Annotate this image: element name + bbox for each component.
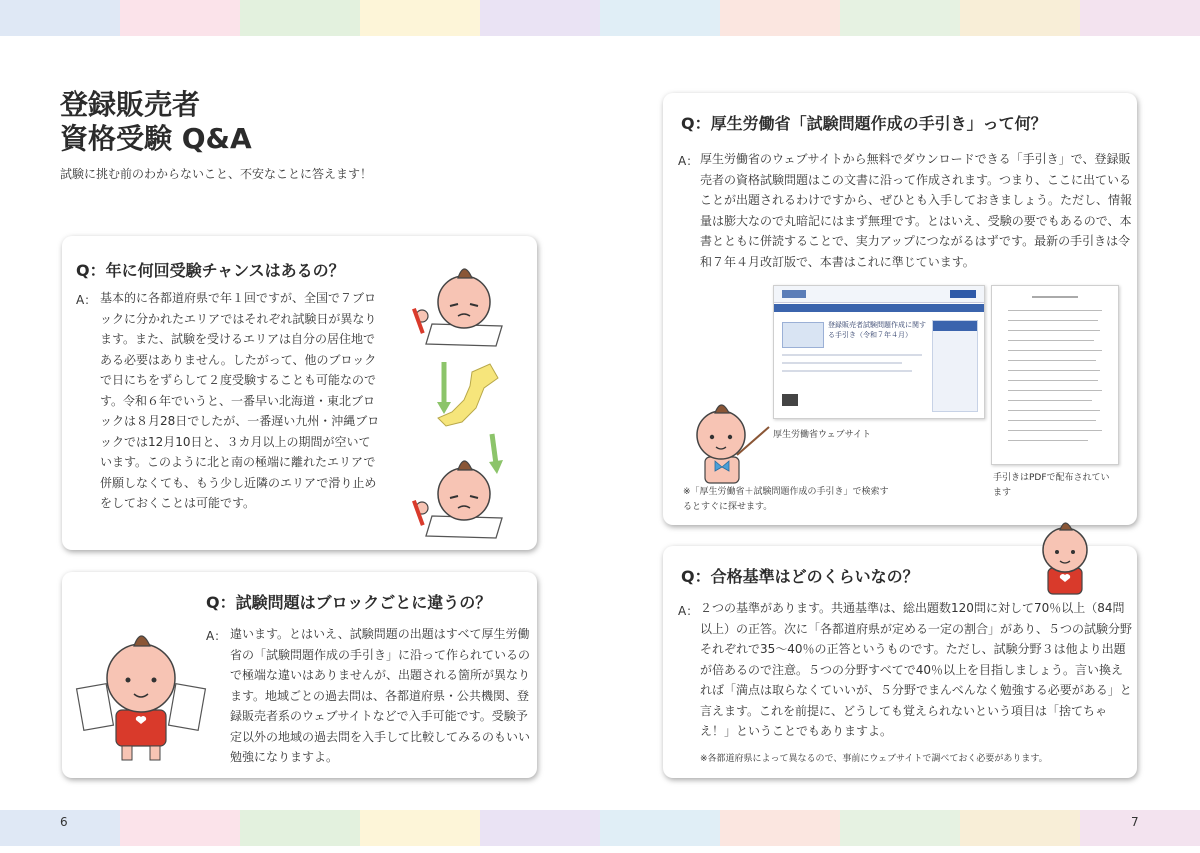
mascot-pointing xyxy=(681,405,771,487)
website-header-bar xyxy=(774,286,984,303)
mhlw-website-screenshot xyxy=(773,285,985,419)
stripe-segment xyxy=(240,810,360,846)
answer-text: ２つの基準があります。共通基準は、総出題数120問に対して70％以上（84問以上）の正答。次に「各都道府県が定める一定の割合」があり、５つの試験分野それぞれで35〜40％の正答というものです。ただし、試験分野３は他より出題が倍あるので注意。５つの分野すべてで40％以上を目指しましょう。言い換えれば「満点は取らなくていいが、５分野でまんべんなく勉強する必要がある」と言えます。これを前提に、どうしても覚えられないという項目は「捨てちゃえ！」ということでもありますよ。 xyxy=(700,601,1133,738)
question-heading: Q：試験問題はブロックごとに違うの？ xyxy=(206,593,492,612)
question-heading: Q：年に何回受験チャンスはあるの？ xyxy=(76,261,345,280)
pdf-document-screenshot xyxy=(991,285,1119,465)
question-heading: Q：合格基準はどのくらいなの？ xyxy=(681,567,919,586)
answer-label: A： xyxy=(76,293,97,307)
stripe-segment xyxy=(480,810,600,846)
answer-label: A： xyxy=(206,629,227,643)
page-number-left: 6 xyxy=(60,815,68,829)
caption-pdf: 手引きはPDFで配布されています xyxy=(993,473,1110,498)
stripe-segment xyxy=(1080,0,1200,36)
stripe-segment xyxy=(960,810,1080,846)
criteria-note: ※各都道府県によって異なるので、事前にウェブサイトで調べておく必要があります。 xyxy=(700,754,1048,764)
stripe-segment xyxy=(1080,810,1200,846)
stripe-segment xyxy=(480,0,600,36)
mascot-map-illustration xyxy=(392,254,532,544)
stripe-segment xyxy=(240,0,360,36)
stripe-segment xyxy=(120,810,240,846)
page-title-line-2: 資格受験 Q&A xyxy=(60,122,252,155)
mascot-holding-papers xyxy=(76,628,206,768)
stripe-segment xyxy=(840,810,960,846)
answer-label: A： xyxy=(678,154,699,168)
answer-text: 厚生労働省のウェブサイトから無料でダウンロードできる「手引き」で、登録販売者の資格試験問題はこの文書に沿って作成されます。つまり、ここに出ていることが出題されるわけですから、ぜひとも入手しておきましょう。ただし、情報量は膨大なので丸暗記にはまず無理です。とはいえ、受験の要でもあるので、本書とともに併読することで、実力アップにつながるはずです。最新の手引きは令和７年４月改訂版で、本書はこれに準じています。 xyxy=(700,152,1133,269)
stripe-segment xyxy=(600,810,720,846)
stripe-segment xyxy=(120,0,240,36)
qa-card-guidebook xyxy=(663,93,1137,525)
stripe-segment xyxy=(720,810,840,846)
caption-mhlw-site: 厚生労働省ウェブサイト xyxy=(773,430,872,440)
page-title xyxy=(60,88,252,156)
top-color-stripe xyxy=(0,0,1200,36)
mascot-small xyxy=(1032,524,1098,600)
bottom-color-stripe xyxy=(0,810,1200,846)
question-heading: Q：厚生労働省「試験問題作成の手引き」って何？ xyxy=(681,114,1047,133)
japan-map-icon xyxy=(438,364,498,426)
stripe-segment xyxy=(360,0,480,36)
stripe-segment xyxy=(360,810,480,846)
mascot-studying-top xyxy=(412,269,502,346)
qa-card-block-differences xyxy=(62,572,537,778)
stripe-segment xyxy=(600,0,720,36)
search-tip-note: ※「厚生労働省＋試験問題作成の手引き」で検索するとすぐに探せます。 xyxy=(683,487,889,512)
answer-text: 基本的に各都道府県で年１回ですが、全国で７ブロックに分かれたエリアではそれぞれ試験日が異なります。また、試験を受けるエリアは自分の居住地である必要はありません。したがって、他のブロックで日にちをずらして２度受験することも可能なのです。令和６年でいうと、一番早い北海道・東北ブロックは８月28日でしたが、一番遅い九州・沖縄ブロックでは12月10日と、３カ月以上の期間が空いています。このように北と南の極端に離れたエリアで併願しなくても、もう少し近隣のエリアで滑り止めをしておくことは可能です。 xyxy=(100,291,380,510)
qa-card-exam-chances xyxy=(62,236,537,550)
answer-text: 違います。とはいえ、試験問題の出題はすべて厚生労働省の「試験問題作成の手引き」に沿って作られているので極端な違いはありませんが、出題される箇所が異なります。地域ごとの過去問は、各都道府県・公共機関、登録販売者系のウェブサイトなどで入手可能です。受験予定以外の地域の過去問を入手して比較してみるのもいい勉強になりますよ。 xyxy=(230,627,531,764)
page-title-line-1: 登録販売者 xyxy=(60,88,201,121)
page-number-right: 7 xyxy=(1131,815,1139,829)
website-page-heading: 登録販売者試験問題作成に関する手引き（令和７年４月） xyxy=(828,321,926,339)
stripe-segment xyxy=(0,0,120,36)
stripe-segment xyxy=(840,0,960,36)
answer-label: A： xyxy=(678,604,699,618)
mascot-studying-bottom xyxy=(412,461,502,538)
page-subtitle: 試験に挑む前のわからないこと、不安なことに答えます！ xyxy=(60,167,373,181)
stripe-segment xyxy=(720,0,840,36)
stripe-segment xyxy=(960,0,1080,36)
